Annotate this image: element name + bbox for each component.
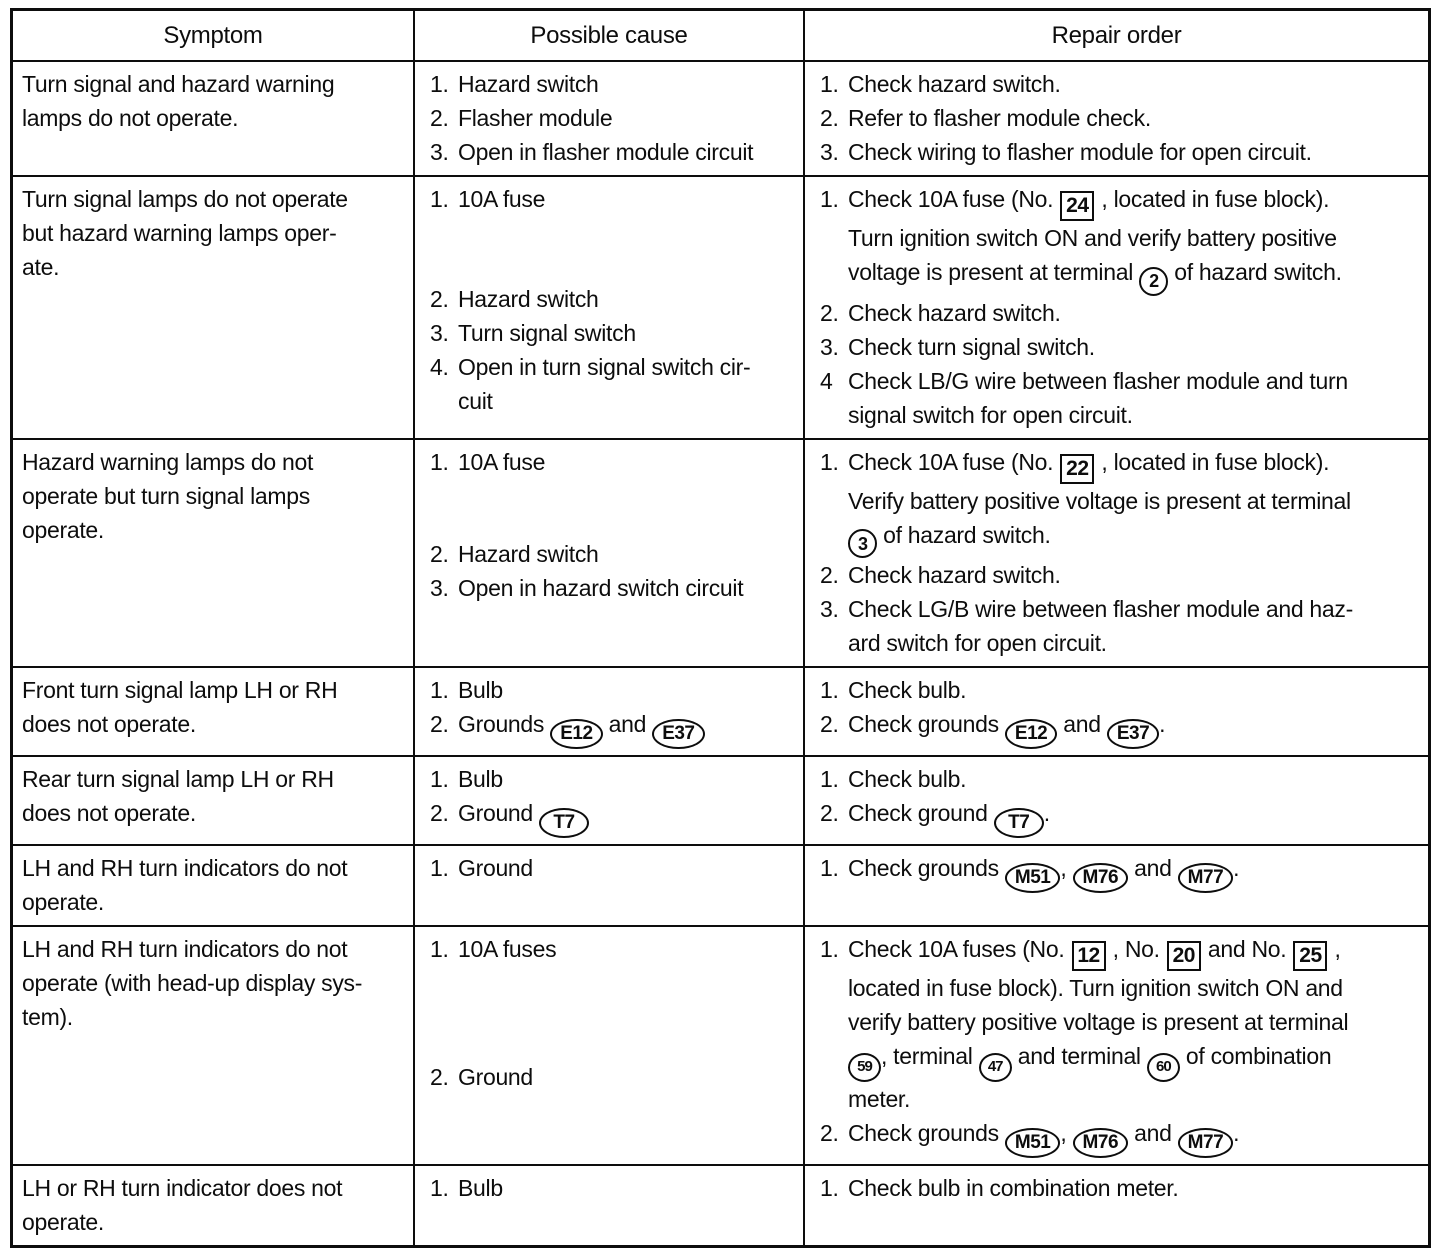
possible-cause-cell — [413, 846, 803, 925]
text-line: Front turn signal lamp LH or RH — [22, 677, 338, 703]
item-number: 2. — [820, 562, 839, 588]
item-number: 1. — [820, 936, 839, 962]
item-number: 2. — [430, 711, 449, 737]
symptom-cell — [13, 177, 413, 438]
connector-oval: M77 — [1178, 1128, 1233, 1158]
item-number: 1. — [820, 71, 839, 97]
text-line: Check grounds M51 , M76 and M77 . — [848, 851, 1422, 893]
repair-list — [814, 67, 1422, 169]
fuse-number-box: 25 — [1293, 941, 1327, 971]
text-line: Flasher module — [458, 105, 613, 131]
cause-item — [424, 537, 797, 571]
cause-item — [424, 316, 797, 350]
repair-item — [814, 67, 1422, 101]
text-line: Hazard switch — [458, 286, 599, 312]
terminal-circle: 59 — [848, 1053, 881, 1082]
terminal-circle: 47 — [979, 1053, 1012, 1082]
table-row — [13, 925, 1428, 1164]
terminal-circle: 60 — [1147, 1053, 1180, 1082]
fuse-number-box: 24 — [1060, 191, 1094, 221]
fuse-number-box: 20 — [1167, 941, 1201, 971]
possible-cause-cell — [413, 1166, 803, 1245]
repair-list — [814, 445, 1422, 661]
repair-item — [814, 762, 1422, 796]
item-number: 3. — [430, 320, 449, 346]
cause-item — [424, 1171, 797, 1205]
repair-order-cell — [803, 927, 1428, 1164]
item-number: 2. — [820, 800, 839, 826]
repair-item — [814, 558, 1422, 592]
text-line: Bulb — [458, 766, 503, 792]
repair-item — [814, 182, 1422, 296]
repair-order-cell — [803, 440, 1428, 667]
repair-item — [814, 851, 1422, 893]
item-number: 1. — [820, 448, 839, 475]
item-number: 1. — [430, 448, 449, 475]
cause-item — [424, 673, 797, 707]
table-row — [13, 175, 1428, 438]
repair-list — [814, 932, 1422, 1158]
table-row — [13, 844, 1428, 925]
terminal-circle: 3 — [848, 529, 877, 558]
item-number: 2. — [430, 1064, 449, 1090]
text-line: tem). — [22, 1004, 73, 1030]
text-line: Ground T7 — [458, 796, 797, 838]
item-number: 1. — [430, 766, 449, 792]
connector-oval: E12 — [550, 719, 602, 749]
cause-list — [424, 932, 797, 1094]
text-line: Check hazard switch. — [848, 562, 1061, 588]
repair-item — [814, 932, 1422, 1116]
text-line: Open in hazard switch circuit — [458, 574, 744, 601]
repair-item — [814, 101, 1422, 135]
cause-item — [424, 135, 797, 169]
text-line: but hazard warning lamps oper- — [22, 220, 337, 246]
cause-item — [424, 282, 797, 316]
column-header-possible-cause: Possible cause — [413, 11, 803, 60]
text-line: Check bulb in combination meter. — [848, 1174, 1179, 1201]
item-number: 1. — [430, 1174, 449, 1201]
text-line: Ground — [458, 855, 533, 881]
cause-item — [424, 707, 797, 749]
possible-cause-cell — [413, 440, 803, 667]
item-number: 1. — [430, 677, 449, 703]
item-number: 2. — [820, 299, 839, 326]
item-number: 3. — [820, 333, 839, 360]
repair-list — [814, 673, 1422, 749]
text-line: Bulb — [458, 677, 503, 703]
repair-item — [814, 1116, 1422, 1158]
text-line: LH and RH turn indicators do not — [22, 855, 348, 881]
text-line: operate. — [22, 889, 104, 915]
column-header-symptom: Symptom — [163, 22, 263, 49]
text-line: Hazard warning lamps do not — [22, 448, 314, 475]
text-line: Check 10A fuse (No. 24 , located in fuse block). — [848, 182, 1422, 221]
text-line: Hazard switch — [458, 71, 599, 97]
connector-oval: E12 — [1005, 719, 1057, 749]
table-row — [13, 438, 1428, 667]
text-line: LH and RH turn indicators do not — [22, 936, 348, 962]
fuse-number-box: 22 — [1060, 454, 1094, 484]
text-line: operate. — [22, 516, 104, 543]
text-line: voltage is present at terminal 2 of hazard switch. — [848, 255, 1422, 296]
cause-list — [424, 851, 797, 885]
text-line: Check LG/B wire between flasher module and haz- — [848, 596, 1353, 622]
table-row — [13, 60, 1428, 175]
repair-list — [814, 182, 1422, 432]
cause-item — [424, 932, 797, 966]
text-line: operate. — [22, 1208, 104, 1235]
repair-list — [814, 762, 1422, 838]
text-line: LH or RH turn indicator does not — [22, 1174, 343, 1201]
text-line: Check grounds M51 , M76 and M77 . — [848, 1116, 1422, 1158]
connector-oval: T7 — [539, 808, 589, 838]
repair-item — [814, 364, 1422, 432]
symptom-cell — [13, 927, 413, 1164]
text-line: Check wiring to flasher module for open circuit. — [848, 139, 1312, 165]
text-line: Check ground T7 . — [848, 796, 1422, 838]
cause-item — [424, 1060, 797, 1094]
text-line: Check 10A fuse (No. 22 , located in fuse block). — [848, 445, 1422, 484]
item-number: 2. — [430, 105, 449, 131]
text-line: 3 of hazard switch. — [848, 518, 1422, 559]
text-line: located in fuse block). Turn ignition switch ON and — [848, 975, 1343, 1001]
item-number: 4. — [430, 354, 449, 380]
connector-oval: M76 — [1073, 863, 1128, 893]
repair-item — [814, 673, 1422, 707]
item-number: 2. — [820, 1119, 839, 1146]
item-number: 4 — [820, 367, 833, 394]
possible-cause-cell — [413, 177, 803, 438]
text-line: 10A fuse — [458, 448, 546, 475]
text-line: verify battery positive voltage is present at terminal — [848, 1009, 1349, 1035]
text-line: Verify battery positive voltage is present at terminal — [848, 487, 1351, 514]
cause-item — [424, 796, 797, 838]
repair-item — [814, 707, 1422, 749]
cause-list — [424, 445, 797, 605]
table-row — [13, 666, 1428, 755]
item-number: 1. — [430, 71, 449, 97]
text-line: Bulb — [458, 1174, 503, 1201]
symptom-cell — [13, 1166, 413, 1245]
cause-item — [424, 762, 797, 796]
cause-list — [424, 673, 797, 749]
item-number: 1. — [820, 1174, 839, 1201]
repair-order-cell — [803, 62, 1428, 175]
text-line: 59 , terminal 47 and terminal 60 of combination — [848, 1039, 1422, 1082]
item-number: 2. — [820, 711, 839, 737]
cause-item — [424, 67, 797, 101]
connector-oval: M51 — [1005, 863, 1060, 893]
repair-order-cell — [803, 1166, 1428, 1245]
item-number: 1. — [820, 186, 839, 212]
cause-item — [424, 182, 797, 216]
text-line: lamps do not operate. — [22, 105, 239, 131]
item-number: 2. — [820, 105, 839, 131]
repair-order-cell — [803, 668, 1428, 755]
text-line: Turn signal lamps do not operate — [22, 186, 348, 212]
cause-item — [424, 571, 797, 605]
cause-item — [424, 445, 797, 479]
cause-list — [424, 1171, 797, 1205]
text-line: Check turn signal switch. — [848, 333, 1095, 360]
table-row — [13, 755, 1428, 844]
possible-cause-cell — [413, 927, 803, 1164]
text-line: meter. — [848, 1085, 911, 1112]
connector-oval: M51 — [1005, 1128, 1060, 1158]
connector-oval: M77 — [1178, 863, 1233, 893]
text-line: Check hazard switch. — [848, 299, 1061, 326]
cause-list — [424, 67, 797, 169]
table-row — [13, 1164, 1428, 1245]
item-number: 2. — [430, 286, 449, 312]
text-line: Grounds E12 and E37 — [458, 707, 797, 749]
text-line: Open in turn signal switch cir- — [458, 354, 751, 380]
text-line: operate (with head-up display sys- — [22, 970, 363, 996]
cause-item — [424, 851, 797, 885]
item-number: 3. — [430, 574, 449, 601]
text-line: cuit — [458, 388, 493, 414]
text-line: Turn signal and hazard warning — [22, 71, 335, 97]
table-header-row — [13, 11, 1428, 60]
repair-list — [814, 851, 1422, 893]
item-number: 3. — [820, 596, 839, 622]
text-line: ard switch for open circuit. — [848, 630, 1107, 656]
repair-item — [814, 592, 1422, 660]
cause-list — [424, 182, 797, 418]
symptom-cell — [13, 757, 413, 844]
connector-oval: M76 — [1073, 1128, 1128, 1158]
possible-cause-cell — [413, 668, 803, 755]
connector-oval: E37 — [652, 719, 704, 749]
item-number: 2. — [430, 800, 449, 826]
text-line: Check bulb. — [848, 766, 967, 792]
troubleshooting-table — [10, 8, 1431, 1248]
symptom-cell — [13, 62, 413, 175]
cause-list — [424, 762, 797, 838]
text-line: Check 10A fuses (No. 12 , No. 20 and No. 25 , — [848, 932, 1422, 971]
fuse-number-box: 12 — [1072, 941, 1106, 971]
text-line: 10A fuse — [458, 186, 546, 212]
text-line: Turn signal switch — [458, 320, 636, 346]
text-line: does not operate. — [22, 800, 196, 826]
repair-item — [814, 1171, 1422, 1205]
symptom-cell — [13, 846, 413, 925]
text-line: Turn ignition switch ON and verify battery positive — [848, 225, 1337, 251]
item-number: 1. — [430, 936, 449, 962]
text-line: Check LB/G wire between flasher module and turn — [848, 367, 1348, 394]
repair-item — [814, 135, 1422, 169]
item-number: 3. — [820, 139, 839, 165]
repair-list — [814, 1171, 1422, 1205]
table-body — [13, 60, 1428, 1245]
text-line: Rear turn signal lamp LH or RH — [22, 766, 334, 792]
repair-item — [814, 445, 1422, 559]
text-line: Refer to flasher module check. — [848, 105, 1151, 131]
text-line: Check grounds E12 and E37 . — [848, 707, 1422, 749]
repair-item — [814, 330, 1422, 364]
cause-item — [424, 101, 797, 135]
text-line: ate. — [22, 254, 60, 280]
text-line: Check hazard switch. — [848, 71, 1061, 97]
text-line: operate but turn signal lamps — [22, 482, 310, 509]
repair-item — [814, 296, 1422, 330]
column-header-repair-order: Repair order — [803, 11, 1428, 60]
connector-oval: E37 — [1107, 719, 1159, 749]
repair-order-cell — [803, 177, 1428, 438]
possible-cause-cell — [413, 757, 803, 844]
item-number: 1. — [820, 677, 839, 703]
repair-order-cell — [803, 846, 1428, 925]
item-number: 1. — [430, 855, 449, 881]
cause-item — [424, 350, 797, 418]
terminal-circle: 2 — [1139, 267, 1168, 296]
repair-order-cell — [803, 757, 1428, 844]
repair-item — [814, 796, 1422, 838]
text-line: Hazard switch — [458, 540, 599, 567]
item-number: 1. — [430, 186, 449, 212]
symptom-cell — [13, 668, 413, 755]
text-line: does not operate. — [22, 711, 196, 737]
item-number: 1. — [820, 766, 839, 792]
text-line: Open in flasher module circuit — [458, 139, 754, 165]
text-line: Ground — [458, 1064, 533, 1090]
text-line: Check bulb. — [848, 677, 967, 703]
item-number: 3. — [430, 139, 449, 165]
symptom-cell — [13, 440, 413, 667]
possible-cause-cell — [413, 62, 803, 175]
text-line: signal switch for open circuit. — [848, 401, 1133, 428]
text-line: 10A fuses — [458, 936, 557, 962]
item-number: 1. — [820, 855, 839, 881]
item-number: 2. — [430, 540, 449, 567]
connector-oval: T7 — [994, 808, 1044, 838]
